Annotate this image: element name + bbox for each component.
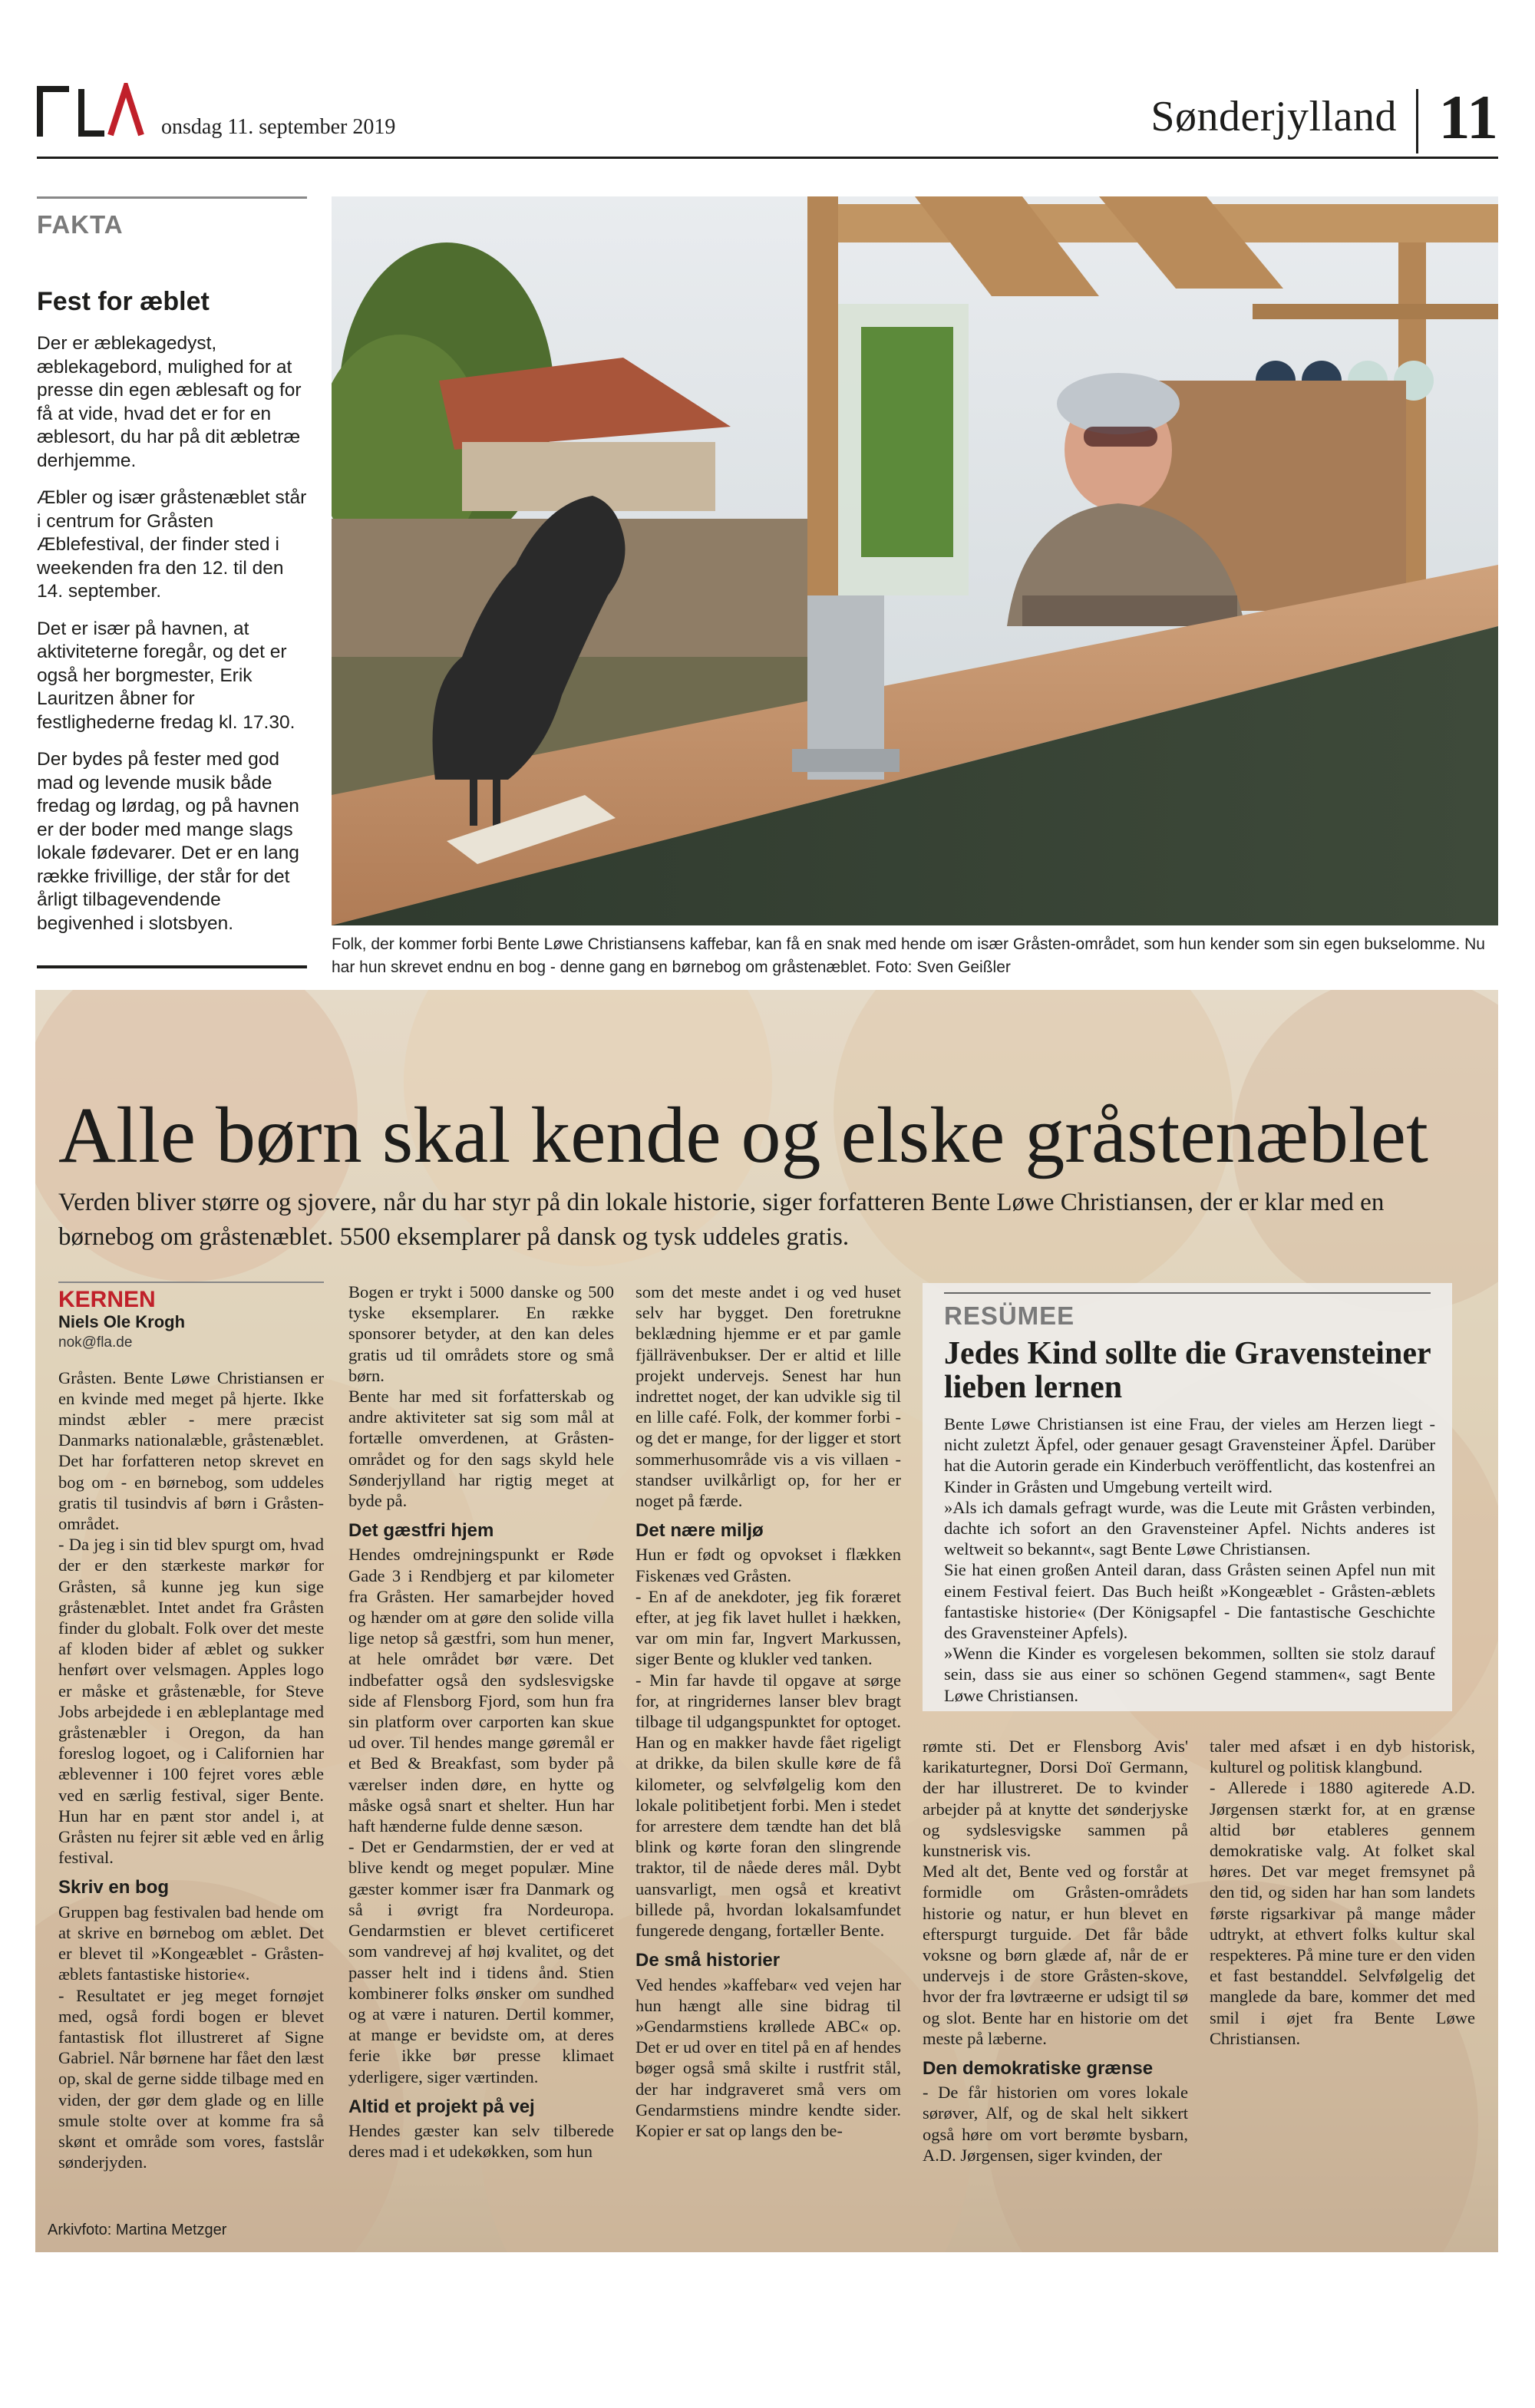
body-paragraph: Ved hendes »kaffebar« ved vejen har hun hængt alle sine bidrag til »Gendarmstiens krøllede ABC« op. Det er ud over en titel på en af hendes bøger også små skilte i rustfrit stål, der har indgraveret små vers om Gendarmstiens mindre kendte sider. Kopier er sat op langs den be-: [635, 1974, 901, 2140]
body-paragraph: Bente har med sit forfatterskab og andre aktiviteter sat sig som mål at fortælle omverdenen, at Gråsten-området og for den sags skyld hele Sønderjylland har rigtig meget at byde på.: [348, 1387, 614, 1511]
article-lede: Verden bliver større og sjovere, når du har styr på din lokale historie, siger forfatteren Bente Løwe Christiansen, der er klar med en børnebog om gråstenæblet. 5500 eksemplarer på dansk og tysk uddeles gratis.: [58, 1189, 1385, 1251]
body-paragraph: - Resultatet er jeg meget fornøjet med, også fordi bogen er blevet fantastisk flot illustreret af Signe Gabriel. Når børnene har fået den læst op, skal de gerne sidde tilbage med en viden, der gør dem glade og en lille smule stolte over at komme fra så skønt et område som vores, fastslår sønderjyden.: [58, 1985, 324, 2172]
subheading: Det nære miljø: [635, 1520, 764, 1542]
fla-logo-mark: [37, 83, 144, 138]
body-paragraph: - De får historien om vores lokale sørøver, Alf, og de skal helt sikkert også høre om vort berømte bysbarn, A.D. Jørgensen, siger kvinden, der: [923, 2083, 1188, 2165]
resume-paragraph: »Wenn die Kinder es vorgelesen bekommen, sollten sie stolz darauf sein, dass sie aus einer so schönen Gegend stammen«, sagt Bente Løwe Christiansen.: [944, 1644, 1435, 1705]
section-title: Sønderjylland: [1150, 93, 1397, 140]
subheading: Den demokratiske grænse: [923, 2058, 1154, 2080]
article-column-4: [923, 1736, 1188, 2166]
resume-box: [923, 1283, 1452, 1711]
subheading: Skriv en bog: [58, 1877, 170, 1898]
article-column-5: [1210, 1736, 1475, 2049]
body-paragraph: Hun er født og opvokset i flækken Fiskenæs ved Gråsten.: [635, 1545, 901, 1585]
photo-caption: Folk, der kommer forbi Bente Løwe Christiansens kaffebar, kan få en snak med hende om især Gråsten-området, som hun kender som sin egen bukselomme. Nu har hun skrevet endnu en bog - denne gang en børnebog om gråstenæblet. Foto: Sven Geißler: [332, 935, 1485, 976]
body-paragraph: taler med afsæt i en dyb historisk, kulturel og politisk klangbund.: [1210, 1737, 1475, 1777]
body-paragraph: Gråsten. Bente Løwe Christiansen er en kvinde med meget på hjerte. Ikke mindst æbler - mere præcist Danmarks nationalæble, gråstenæblet. Det har forfatteren netop skrevet en bog om - en børnebog, som uddeles gratis til tusindvis af børn i Gråsten-området.: [58, 1367, 324, 1534]
subheading: Det gæstfri hjem: [348, 1520, 494, 1542]
masthead: [37, 83, 1498, 157]
body-paragraph: som det meste andet i og ved huset selv har bygget. Den foretrukne beklædning hjemme er et par gamle fjällrävenbukser. Der er altid et lille projekt undervejs. Senest har hun indrettet noget, der kan udvikle sig til en lille café. Folk, der kommer forbi - og det er mange, for der ligger et stort sommerhusområde vis a vis villaen - standser uvilkårligt op, for her er noget på færde.: [635, 1282, 901, 1511]
resume-paragraph: Sie hat einen großen Anteil daran, dass Gråsten seinen Apfel nun mit einem Festival feiert. Das Buch heißt »Kongeæblet - Gråsten-æblets fantastiske historie« (Der Königsapfel - Die fantastische Geschichte des Gravensteiner Apfels).: [944, 1560, 1435, 1643]
fakta-box: [37, 196, 307, 949]
issue-date: onsdag 11. september 2019: [161, 115, 396, 139]
resume-rule: [944, 1292, 1431, 1294]
body-paragraph: rømte sti. Det er Flensborg Avis' karikaturtegner, Dorsi Doï Germann, der har illustreret. De to kvinder arbejder på at knytte det sønderjyske og sydslesvigske sammen på kunstnerisk vis.: [923, 1737, 1188, 1861]
article-column-3: [635, 1282, 901, 2141]
page-number: 11: [1438, 82, 1498, 152]
fla-logo[interactable]: [37, 83, 144, 138]
article-headline: Alle børn skal kende og elske gråstenæblet: [58, 1091, 1428, 1179]
fakta-bottom-rule: [37, 965, 307, 968]
kaffebar-photo-illustration: [332, 196, 1498, 925]
body-paragraph: - Da jeg i sin tid blev spurgt om, hvad der er den stærkeste markør for Gråsten, så kunne jeg kun sige gråstenæblet. Intet andet fra Gråsten finder du globalt. Folk over det meste af kloden bider af æblet og sukker henført over velsmagen. Apples logo er måske et gråstenæble, for Steve Jobs arbejdede i en æbleplantage med gråstenæbler i Oregon, da han foreslog logoet, og i Californien har æblevenner i 100 fejret vores æble ved en særlig festival, siger Bente. Hun har en pænt stor andel i, at Gråsten nu fejrer sit æble ved en årlig festival.: [58, 1535, 324, 1868]
body-paragraph: Bogen er trykt i 5000 danske og 500 tyske eksemplarer. En række sponsorer betyder, at den kan deles gratis ud til områdets store og små børn.: [348, 1282, 614, 1385]
body-paragraph: Hendes gæster kan selv tilberede deres mad i et udekøkken, som hun: [348, 2120, 614, 2162]
article-column-1: [58, 1282, 324, 2172]
main-photo[interactable]: [332, 196, 1498, 925]
resume-label: RESÜMEE: [944, 1301, 1075, 1330]
resume-paragraph: »Als ich damals gefragt wurde, was die Leute mit Gråsten verbinden, dachte ich sofort an den Gravensteiner Apfel. Nichts anderes ist weltweit so bekannt«, sagt Bente Løwe Christiansen.: [944, 1497, 1435, 1559]
author-email[interactable]: nok@fla.de: [58, 1334, 133, 1351]
body-paragraph: - En af de anekdoter, jeg fik foræret efter, at jeg fik lavet hullet i hækken, var om min far, Ingvert Markussen, siger Bente og klukler ved tanken.: [635, 1586, 901, 1669]
subheading: De små historier: [635, 1950, 781, 1971]
fakta-label: FAKTA: [37, 210, 124, 239]
masthead-divider: [1416, 89, 1418, 153]
subheading: Altid et projekt på vej: [348, 2096, 535, 2117]
body-paragraph: - Det er Gendarmstien, der er ved at blive kendt og meget populær. Mine gæster kommer især fra Danmark og så i øvrigt fra Nordeuropa. Gendarmstien er blevet certificeret som vandrevej af høj kvalitet, og det passer helt ind i tidens ånd. Stien kombinerer folks ønsker om sundhed og at være i naturen. Dertil kommer, at mange er bevidste om, at deres ferie ikke bør presse klimaet yderligere, siger værtinden.: [348, 1837, 614, 2086]
body-paragraph: Gruppen bag festivalen bad hende om at skrive en børnebog om æblet. Det er blevet til »Kongeæblet - Gråsten-æblets fantastiske historie«.: [58, 1902, 324, 1984]
masthead-rule: [37, 157, 1498, 159]
body-paragraph: - Min far havde til opgave at sørge for, at ringridernes lanser blev bragt tilbage til udgangspunktet for optoget. Han og en makker havde fået rigeligt at drikke, da bilen skulle køre de få kilometer, og selvfølgelig kom den lokale politibetjent forbi. Men i stedet for arrestere dem tændte han det blå blink og kørte foran den slingrende traktor, til de nåede deres mål. Dybt uansvarligt, men også et kreativt billede på, hvordan lokalsamfundet fungerede dengang, fortæller Bente.: [635, 1670, 901, 1941]
fakta-paragraph: Der bydes på fester med god mad og levende musik både fredag og lørdag, og på havnen er der boder med mange slags lokale fødevarer. Det er en lang række frivillige, der står for det årligt tilbagevendende begivenhed i slotsbyen.: [37, 749, 299, 934]
fakta-paragraph: Det er især på havnen, at aktiviteterne foregår, og det er også her borgmester, Erik Lauritzen åbner for festlighederne fredag kl. 17.30.: [37, 618, 295, 733]
author-name: Niels Ole Krogh: [58, 1312, 186, 1332]
body-paragraph: Med alt det, Bente ved og forstår at formidle om Gråsten-områdets historie og natur, er hun blevet en efterspurgt turguide. Det får både voksne og børn glæde af, når de er undervejs i de store Gråsten-skove, hvor der fra løvtræerne er udsigt til sø og slot. Bente har en historie om det meste på læberne.: [923, 1862, 1188, 2048]
resume-paragraph: Bente Løwe Christiansen ist eine Frau, der vieles am Herzen liegt - nicht zuletzt Äpfel, oder genauer gesagt Gravensteiner Äpfel. Darüber hat die Autorin gerade ein Kinderbuch veröffentlicht, das kostenfrei an Kinder in Gråsten und Umgebung verteilt wird.: [944, 1414, 1435, 1496]
resume-body: [944, 1413, 1435, 1706]
body-paragraph: - Allerede i 1880 agiterede A.D. Jørgensen stærkt for, at en grænse altid bør etableres gennem demokratiske valg. At folket skal høres. Det var meget fremsynet på den tid, og siden har han som landets første rigsarkivar på mange måder udtrykt, at ethvert folks kultur skal respekteres. På mine ture er den viden et fast bestanddel. Selvfølgelig det manglede da bare, kommer det med smil i øjet fra Bente Løwe Christiansen.: [1210, 1778, 1475, 2048]
body-paragraph: Hendes omdrejningspunkt er Røde Gade 3 i Rendbjerg et par kilometer fra Gråsten. Her samarbejder hoved og hænder om at gøre den solide villa lige netop så gæstfri, som hun mener, at hele området bør være. Det indbefatter også den sydslesvigske side af Flensborg Fjord, som hun fra sin platform over carporten kan skue ud over. Til hendes mange gøremål er et Bed & Breakfast, som byder på værelser inden døre, en hytte og måske også snart et shelter. Hun har haft hænderne fulde denne sæson.: [348, 1545, 614, 1836]
fakta-paragraph: Æbler og især gråstenæblet står i centrum for Gråsten Æblefestival, der finder sted i weekenden fra den 12. til den 14. september.: [37, 487, 307, 602]
resume-heading: Jedes Kind sollte die Gravensteiner lieben lernen: [944, 1336, 1431, 1405]
fakta-heading: Fest for æblet: [37, 287, 210, 316]
article-column-2: [348, 1282, 614, 2162]
archive-photo-credit: Arkivfoto: Martina Metzger: [48, 2222, 227, 2238]
kicker: KERNEN: [58, 1287, 156, 1312]
fakta-paragraph: Der er æblekagedyst, æblekagebord, mulighed for at presse din egen æblesaft og for få at vide, hvad det er for en æblesort, du har på dit æbletræ derhjemme.: [37, 333, 302, 471]
